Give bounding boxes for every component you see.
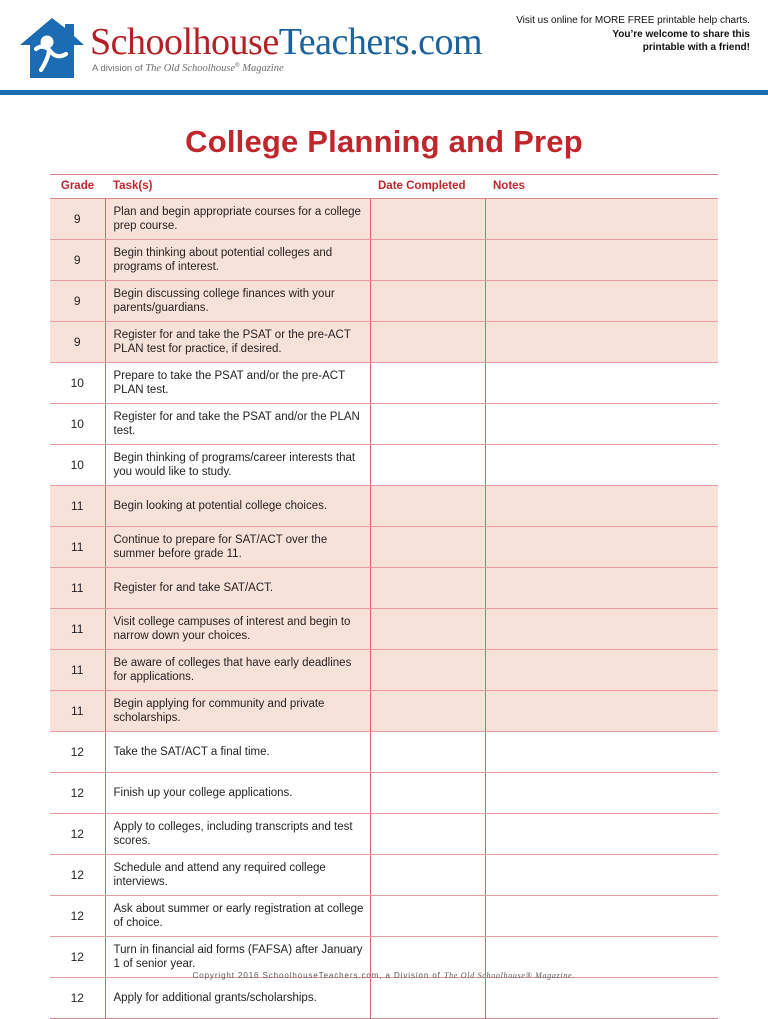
table-row <box>50 855 718 896</box>
footer-suffix: . <box>572 971 576 980</box>
cell-date-completed[interactable] <box>370 322 485 363</box>
cell-notes[interactable] <box>485 691 718 732</box>
tagline-prefix: A division of <box>92 63 146 75</box>
footer-prefix: Copyright 2016 SchoolhouseTeachers.com, a Division of <box>192 971 444 980</box>
cell-notes[interactable] <box>485 445 718 486</box>
cell-grade: 10 <box>50 363 105 404</box>
cell-date-completed[interactable] <box>370 568 485 609</box>
cell-task: Register for and take the PSAT and/or the PLAN test. <box>105 404 370 445</box>
cell-notes[interactable] <box>485 773 718 814</box>
page-header <box>0 0 768 88</box>
table-row <box>50 568 718 609</box>
promo-line-1: Visit us online for MORE FREE printable help charts. <box>516 15 750 26</box>
cell-grade: 12 <box>50 732 105 773</box>
cell-task: Register for and take SAT/ACT. <box>105 568 370 609</box>
cell-task: Begin thinking of programs/career interests that you would like to study. <box>105 445 370 486</box>
brand-wordmark <box>90 22 482 62</box>
cell-task: Register for and take the PSAT or the pre-ACT PLAN test for practice, if desired. <box>105 322 370 363</box>
tagline-italic: The Old Schoolhouse <box>145 63 236 75</box>
brand-tagline <box>92 63 482 74</box>
cell-notes[interactable] <box>485 281 718 322</box>
cell-notes[interactable] <box>485 404 718 445</box>
cell-notes[interactable] <box>485 814 718 855</box>
cell-grade: 10 <box>50 445 105 486</box>
cell-notes[interactable] <box>485 978 718 1019</box>
cell-notes[interactable] <box>485 363 718 404</box>
table-row <box>50 773 718 814</box>
cell-date-completed[interactable] <box>370 650 485 691</box>
cell-grade: 11 <box>50 486 105 527</box>
cell-notes[interactable] <box>485 322 718 363</box>
column-header-date-completed: Date Completed <box>370 175 485 199</box>
table-row <box>50 445 718 486</box>
table-row <box>50 322 718 363</box>
cell-task: Apply to colleges, including transcripts and test scores. <box>105 814 370 855</box>
schoolhouse-logo-icon <box>18 16 86 80</box>
cell-task: Begin discussing college finances with your parents/guardians. <box>105 281 370 322</box>
cell-task: Plan and begin appropriate courses for a college prep course. <box>105 199 370 240</box>
table-row <box>50 978 718 1019</box>
cell-task: Begin thinking about potential colleges and programs of interest. <box>105 240 370 281</box>
cell-grade: 12 <box>50 773 105 814</box>
cell-task: Take the SAT/ACT a final time. <box>105 732 370 773</box>
cell-date-completed[interactable] <box>370 732 485 773</box>
page-title: College Planning and Prep <box>185 124 583 159</box>
table-row <box>50 240 718 281</box>
cell-date-completed[interactable] <box>370 896 485 937</box>
promo-text <box>450 14 750 55</box>
cell-notes[interactable] <box>485 486 718 527</box>
cell-date-completed[interactable] <box>370 199 485 240</box>
cell-grade: 12 <box>50 896 105 937</box>
column-header-task: Task(s) <box>105 175 370 199</box>
table-row <box>50 527 718 568</box>
cell-date-completed[interactable] <box>370 978 485 1019</box>
column-header-notes: Notes <box>485 175 718 199</box>
table-row <box>50 199 718 240</box>
cell-grade: 11 <box>50 609 105 650</box>
cell-date-completed[interactable] <box>370 691 485 732</box>
tagline-registered-mark: ® <box>235 63 240 69</box>
cell-task: Turn in financial aid forms (FAFSA) after January 1 of senior year. <box>105 937 370 978</box>
cell-grade: 12 <box>50 814 105 855</box>
cell-grade: 11 <box>50 650 105 691</box>
table-row <box>50 404 718 445</box>
cell-date-completed[interactable] <box>370 527 485 568</box>
cell-task: Apply for additional grants/scholarships. <box>105 978 370 1019</box>
cell-task: Begin applying for community and private scholarships. <box>105 691 370 732</box>
cell-task: Schedule and attend any required college interviews. <box>105 855 370 896</box>
cell-grade: 9 <box>50 199 105 240</box>
cell-date-completed[interactable] <box>370 281 485 322</box>
cell-grade: 9 <box>50 281 105 322</box>
table-row <box>50 691 718 732</box>
cell-notes[interactable] <box>485 609 718 650</box>
checklist-table <box>50 174 718 1019</box>
cell-date-completed[interactable] <box>370 404 485 445</box>
cell-notes[interactable] <box>485 650 718 691</box>
cell-grade: 12 <box>50 855 105 896</box>
cell-date-completed[interactable] <box>370 855 485 896</box>
column-header-grade: Grade <box>50 175 105 199</box>
table-row <box>50 363 718 404</box>
cell-task: Be aware of colleges that have early deadlines for applications. <box>105 650 370 691</box>
cell-notes[interactable] <box>485 527 718 568</box>
cell-grade: 10 <box>50 404 105 445</box>
cell-date-completed[interactable] <box>370 445 485 486</box>
cell-grade: 11 <box>50 691 105 732</box>
cell-date-completed[interactable] <box>370 773 485 814</box>
table-row <box>50 486 718 527</box>
checklist-table-body <box>50 199 718 1019</box>
wordmark-schoolhouse: Schoolhouse <box>90 21 279 63</box>
cell-grade: 9 <box>50 240 105 281</box>
wordmark-teachers: Teachers.com <box>278 21 483 63</box>
cell-task: Begin looking at potential college choices. <box>105 486 370 527</box>
table-row <box>50 732 718 773</box>
footer-magazine-title: The Old Schoolhouse® Magazine <box>443 971 573 980</box>
cell-task: Visit college campuses of interest and begin to narrow down your choices. <box>105 609 370 650</box>
copyright-footer <box>0 971 768 980</box>
table-row <box>50 814 718 855</box>
brand-logo[interactable] <box>18 16 482 80</box>
cell-date-completed[interactable] <box>370 609 485 650</box>
promo-line-2: You’re welcome to share this <box>612 28 750 40</box>
table-row <box>50 896 718 937</box>
cell-grade: 9 <box>50 322 105 363</box>
cell-notes[interactable] <box>485 855 718 896</box>
table-header-row <box>50 175 718 199</box>
cell-task: Prepare to take the PSAT and/or the pre-ACT PLAN test. <box>105 363 370 404</box>
cell-grade: 11 <box>50 568 105 609</box>
tagline-magazine: Magazine <box>239 63 284 75</box>
cell-date-completed[interactable] <box>370 486 485 527</box>
cell-task: Finish up your college applications. <box>105 773 370 814</box>
checklist-table-wrap <box>50 174 718 1019</box>
cell-grade: 12 <box>50 937 105 978</box>
table-row <box>50 650 718 691</box>
table-row <box>50 609 718 650</box>
cell-notes[interactable] <box>485 199 718 240</box>
cell-date-completed[interactable] <box>370 363 485 404</box>
cell-task: Ask about summer or early registration at college of choice. <box>105 896 370 937</box>
cell-grade: 11 <box>50 527 105 568</box>
cell-date-completed[interactable] <box>370 814 485 855</box>
promo-line-3: printable with a friend! <box>642 42 750 53</box>
cell-notes[interactable] <box>485 568 718 609</box>
table-row <box>50 281 718 322</box>
cell-notes[interactable] <box>485 732 718 773</box>
header-divider <box>0 90 768 95</box>
cell-notes[interactable] <box>485 896 718 937</box>
cell-grade: 12 <box>50 978 105 1019</box>
cell-date-completed[interactable] <box>370 240 485 281</box>
cell-notes[interactable] <box>485 240 718 281</box>
cell-task: Continue to prepare for SAT/ACT over the summer before grade 11. <box>105 527 370 568</box>
